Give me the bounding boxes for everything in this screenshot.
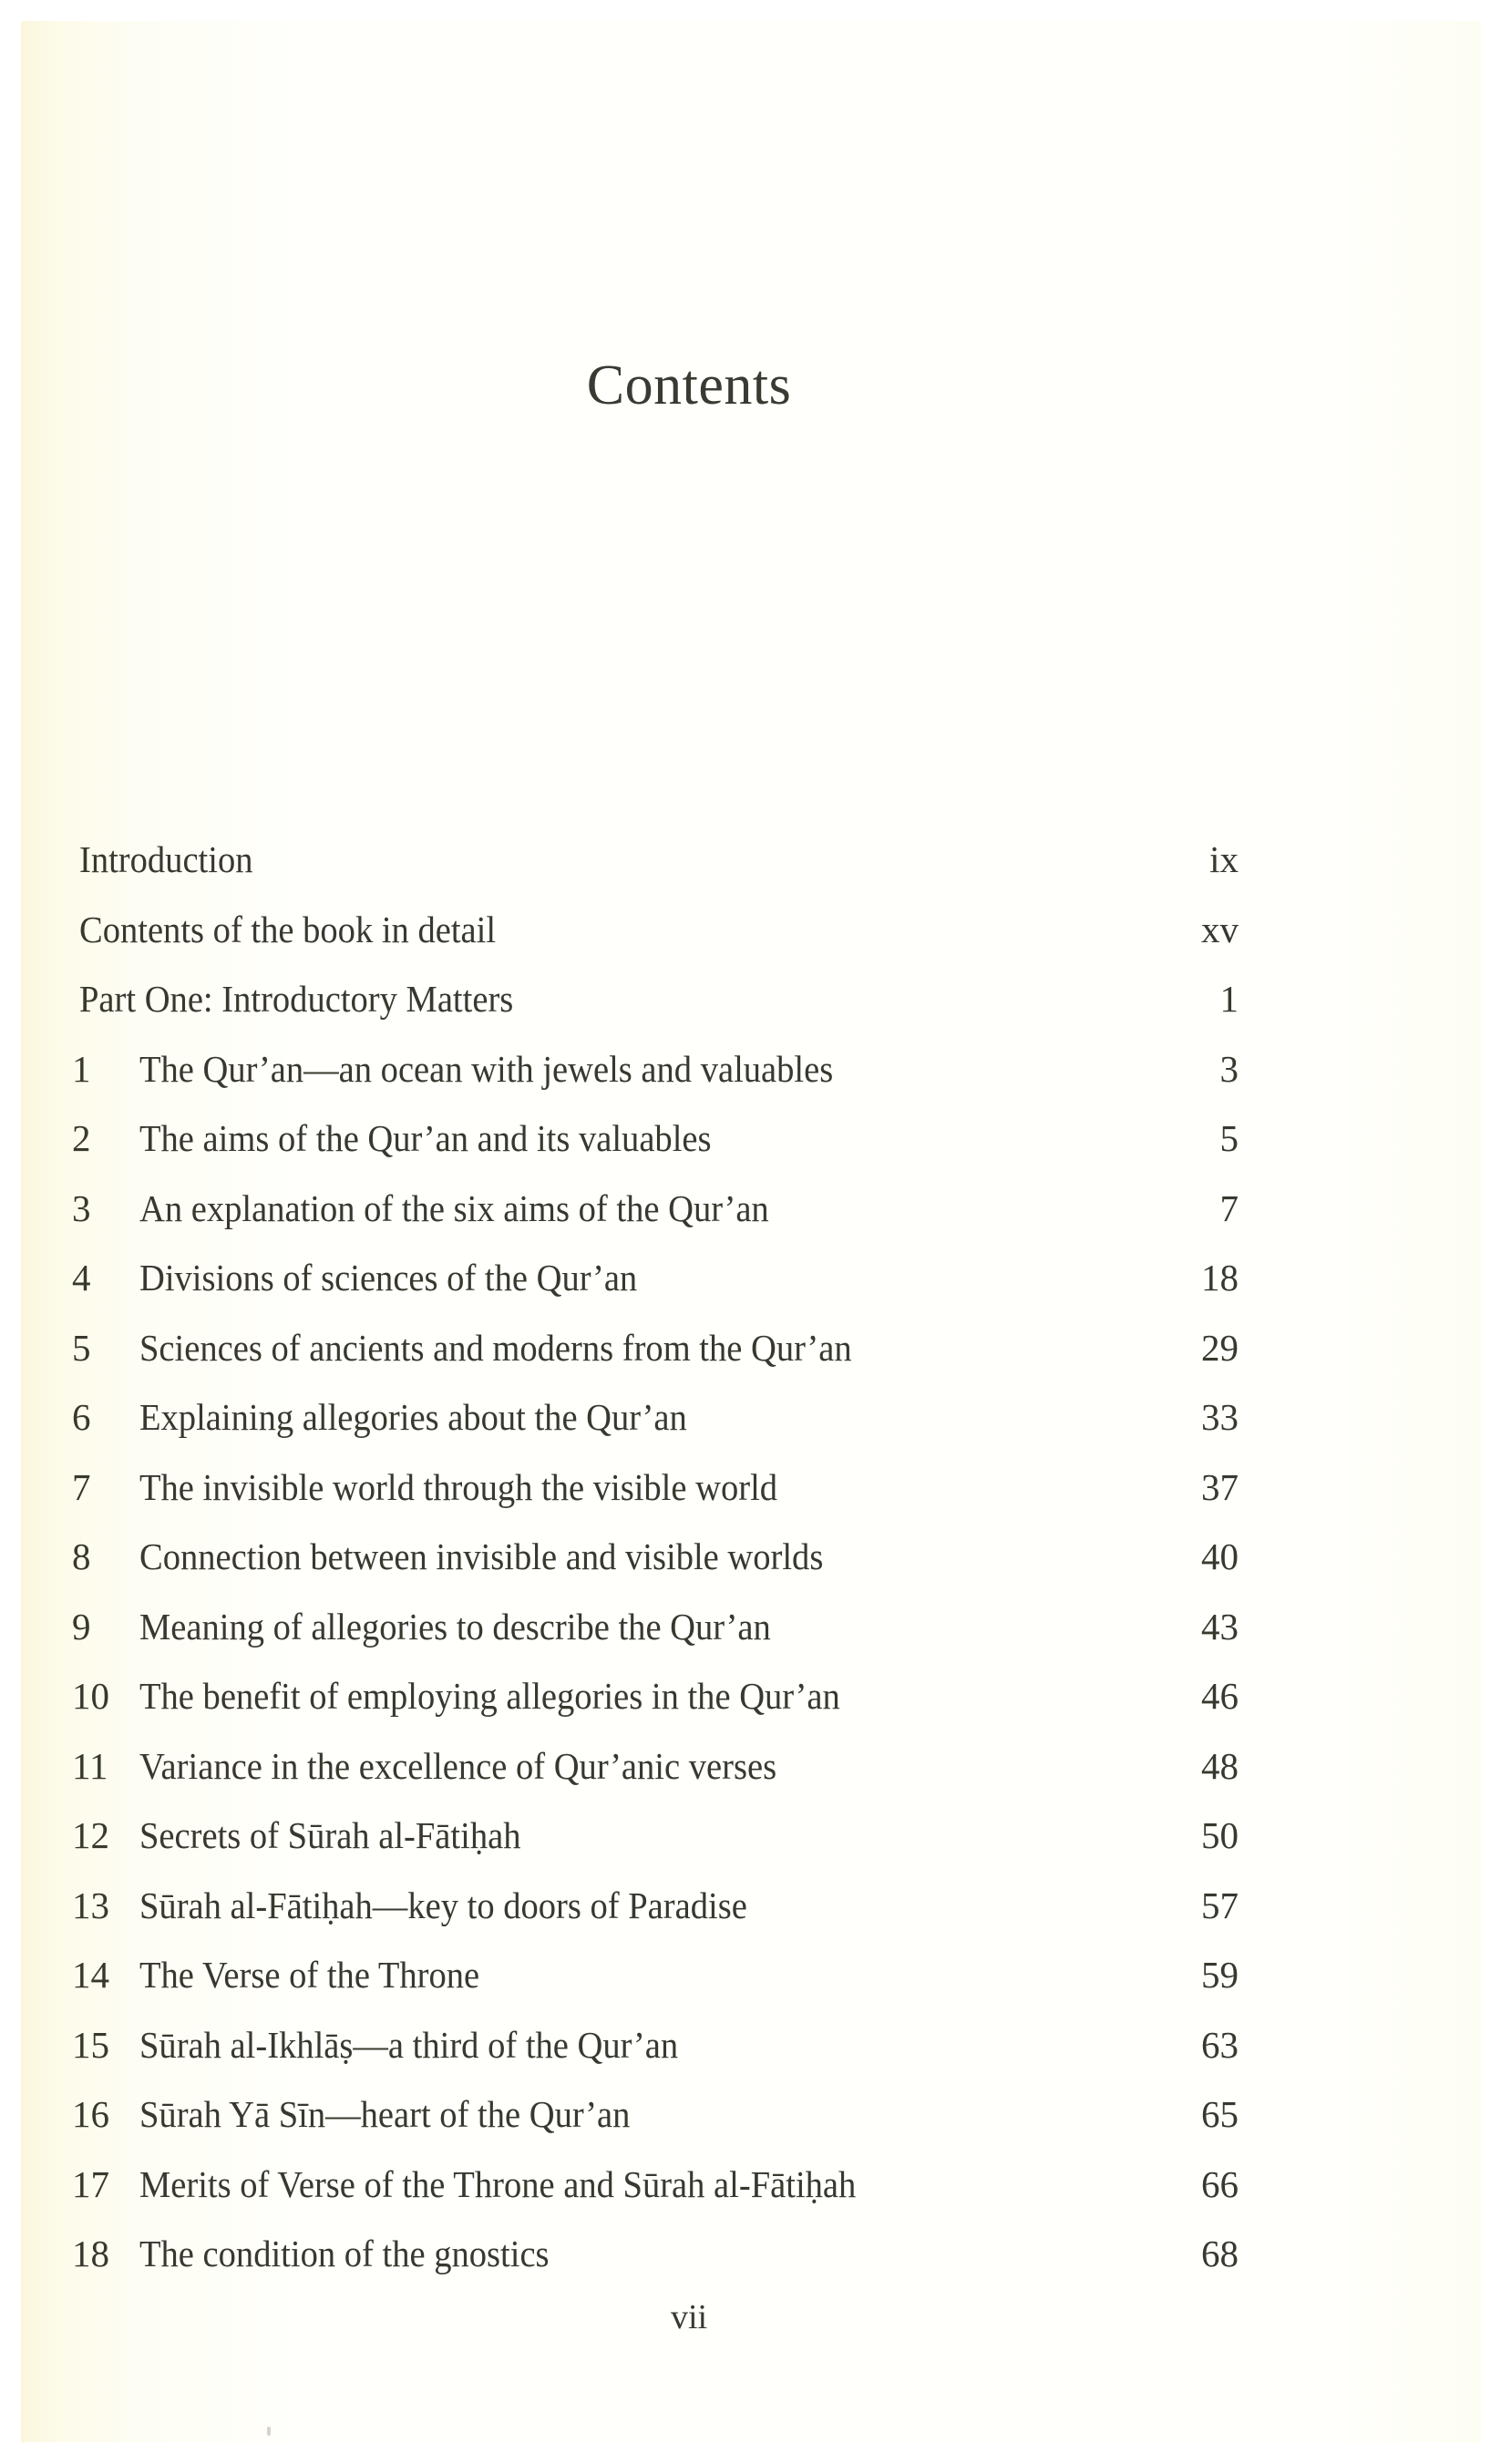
entry-title: Divisions of sciences of the Qur’an xyxy=(139,1257,638,1299)
page-number: 3 xyxy=(1219,1047,1239,1090)
page-number: 59 xyxy=(1201,1954,1239,1996)
toc-entry xyxy=(21,1042,1481,1096)
page-number: 57 xyxy=(1201,1884,1239,1926)
page-number: 63 xyxy=(1201,2023,1239,2066)
chapter-number: 16 xyxy=(72,2093,109,2135)
chapter-number: 9 xyxy=(72,1605,91,1648)
entry-title: Meaning of allegories to describe the Qur’an xyxy=(139,1605,771,1648)
book-page xyxy=(21,21,1481,2442)
toc-entry xyxy=(21,2157,1481,2212)
chapter-number: 11 xyxy=(72,1744,108,1787)
entry-title: The invisible world through the visible world xyxy=(139,1465,778,1508)
page-number: 43 xyxy=(1201,1605,1239,1648)
entry-title: An explanation of the six aims of the Qur’an xyxy=(139,1186,769,1229)
toc-entry xyxy=(21,971,1481,1026)
toc-entry xyxy=(21,2017,1481,2072)
toc-entry xyxy=(21,2226,1481,2281)
toc-entry xyxy=(21,1181,1481,1236)
page-number: 48 xyxy=(1201,1744,1239,1787)
entry-title: Merits of Verse of the Throne and Sūrah al-Fātiḥah xyxy=(139,2162,857,2205)
entry-title: Introduction xyxy=(79,838,253,880)
entry-title: Secrets of Sūrah al-Fātiḥah xyxy=(139,1814,521,1856)
page-number: 68 xyxy=(1201,2233,1239,2274)
page-title: Contents xyxy=(586,354,792,416)
chapter-number: 15 xyxy=(72,2023,109,2066)
chapter-number: 12 xyxy=(72,1814,109,1856)
page-number: 5 xyxy=(1219,1117,1239,1159)
chapter-number: 13 xyxy=(72,1884,109,1926)
toc-entry xyxy=(21,1947,1481,2002)
page-number: 66 xyxy=(1201,2162,1239,2205)
chapter-number: 8 xyxy=(72,1535,91,1577)
toc-entry xyxy=(21,1739,1481,1793)
entry-title: Sūrah al-Ikhlāṣ—a third of the Qur’an xyxy=(139,2023,679,2066)
page-number: 7 xyxy=(1219,1186,1239,1229)
page-number: 65 xyxy=(1201,2093,1239,2135)
chapter-number: 4 xyxy=(72,1257,91,1299)
page-number: 1 xyxy=(1219,978,1239,1020)
chapter-number: 1 xyxy=(72,1047,91,1090)
page-folio: vii xyxy=(670,2298,708,2336)
toc-entry xyxy=(21,1668,1481,1723)
entry-title: Explaining allegories about the Qur’an xyxy=(139,1396,687,1438)
toc-entry xyxy=(21,1460,1481,1514)
entry-title: Variance in the excellence of Qur’anic verses xyxy=(139,1744,777,1787)
entry-title: Contents of the book in detail xyxy=(79,908,497,950)
toc-entry xyxy=(21,1320,1481,1375)
page-number: 33 xyxy=(1201,1396,1239,1438)
scan-speck xyxy=(267,2427,271,2436)
entry-title: Sūrah Yā Sīn—heart of the Qur’an xyxy=(139,2093,631,2135)
entry-title: Sciences of ancients and moderns from the Qur’an xyxy=(139,1326,852,1369)
toc-entry xyxy=(21,902,1481,957)
page-number: 46 xyxy=(1201,1675,1239,1717)
toc-entry xyxy=(21,2087,1481,2141)
entry-title: The benefit of employing allegories in the Qur’an xyxy=(139,1675,840,1717)
chapter-number: 10 xyxy=(72,1675,109,1717)
entry-title: Connection between invisible and visible worlds xyxy=(139,1535,824,1577)
entry-title: The Verse of the Throne xyxy=(139,1954,480,1996)
toc-entry xyxy=(21,1878,1481,1933)
toc-entry xyxy=(21,832,1481,887)
chapter-number: 17 xyxy=(72,2162,109,2205)
page-number: 50 xyxy=(1201,1814,1239,1856)
toc-entry xyxy=(21,1250,1481,1305)
chapter-number: 7 xyxy=(72,1465,91,1508)
chapter-number: 14 xyxy=(72,1954,109,1996)
page-number: 40 xyxy=(1201,1535,1239,1577)
page-number: 37 xyxy=(1201,1465,1239,1508)
page-number: xv xyxy=(1201,908,1239,950)
entry-title: Part One: Introductory Matters xyxy=(79,978,514,1020)
toc-entry xyxy=(21,1599,1481,1654)
chapter-number: 18 xyxy=(72,2233,109,2274)
toc-entry xyxy=(21,1808,1481,1863)
entry-title: The condition of the gnostics xyxy=(139,2233,550,2274)
page-number: 29 xyxy=(1201,1326,1239,1369)
chapter-number: 3 xyxy=(72,1186,91,1229)
page-number: ix xyxy=(1209,838,1239,880)
entry-title: The aims of the Qur’an and its valuables xyxy=(139,1117,712,1159)
chapter-number: 5 xyxy=(72,1326,91,1369)
toc-entry xyxy=(21,1111,1481,1165)
toc-entry xyxy=(21,1529,1481,1584)
chapter-number: 6 xyxy=(72,1396,91,1438)
entry-title: Sūrah al-Fātiḥah—key to doors of Paradise xyxy=(139,1884,747,1926)
toc-entry xyxy=(21,1390,1481,1444)
entry-title: The Qur’an—an ocean with jewels and valuables xyxy=(139,1047,834,1090)
chapter-number: 2 xyxy=(72,1117,91,1159)
page-number: 18 xyxy=(1201,1257,1239,1299)
